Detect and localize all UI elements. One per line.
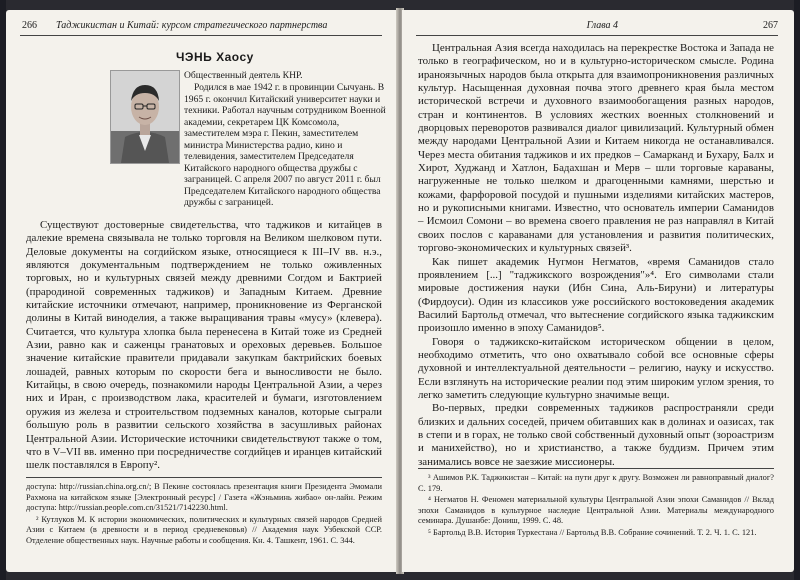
- right-body-paragraph: Центральная Азия всегда находилась на перекрестке Востока и Запада не только в географическом, но и в культурно-историческом смысле. Родина ираноязычных народов была открыта для взаимопроникновения различных культур. Насыщенная духовная почва этого древнего края была местом исторической встречи и духовного взаимообогащения разных народов, стран и континентов. В условиях жестких военных столкновений и дворцовых переворотов развивался диалог цивилизаций. Культурный обмен между народами Центральной Азии и Китаем никогда не останавливался. Через места обитания таджиков и их предков – Самарканд и Бухару, Балх и Хирот, Худжанд и Хатлон, Бадахшан и Мерв – шли торговые караваны, нагруженные не только шелком и драгоценными камнями, шерстью и кожами, фарфоровой посудой и пушными изделиями китайских мастеров, но и рукописными книгами. Известно, что основатель империи Саманидов – Исмоил Сомони – во времена своего правления не раз направлял в Китай своих послов с караванами для установления и развития политических, торгово-экономических и культурных связей³.: [418, 42, 774, 255]
- right-footnotes: [418, 473, 774, 540]
- footnote: доступа: http://russian.china.org.cn/; В Пекине состоялась презентация книги Президента Эмомали Рахмона на китайском языке [Электронный ресурс] / Газета «Жэньминь жибао» он-лайн. Режим доступа: http://russian.people.com.cn/31521/7142230.html.: [26, 482, 382, 513]
- right-body-paragraph: Как пишет академик Нугмон Негматов, «время Саманидов стало проявлением [...] "таджикского возрождения"»⁴. Его символами стали мировые достижения науки (Ибн Сина, Аль-Бируни) и литературы (Фирдоуси). Один из классиков уже российского востоковедения академик Василий Бартольд отмечал, что вытеснение согдийского языка таджикским произошло именно в эпоху Саманидов⁵.: [418, 255, 774, 335]
- left-body-paragraph: Существуют достоверные свидетельства, что таджиков и китайцев в далекие времена связывала не только торговля на Великом шелковом пути. Деловые документы на согдийском языке, относящиеся к III–IV вв. н.э., являются документальным подтверждением не только оживленных торговых, но и культурных связей между древними Согдом и Бактрией (прародиной современных таджиков) и Западным Китаем. Древние китайские источники отмечают, например, проникновение из Ферганской долины в Китай виноделия, а также выращивания травы «мусу» (клевера). Считается, что культура хлопка была перенесена в Китай тоже из Средней Азии, равно как и саженцы гранатовых и ореховых деревьев. Большое значение китайские правители придавали закупкам бактрийских боевых лошадей, равных которым по скорости бега и выносливости не было. Китайцы, в свою очередь, познакомили народы Центральной Азии, а через них и Иран, с производством лака, красителей и бумаги, изготовлением оружия из железа и строительством подземных каналов, которые сыграли большую роль в развитии сельского хозяйства в засушливых районах Центральной Азии. Исторические источники свидетельствуют также о том, что в V–VII вв. именно при посредничестве согдийцев и иранцев китайский шелк поставлялся в Европу².: [26, 219, 382, 472]
- left-header-rule: [20, 35, 382, 36]
- left-body-text: [26, 219, 382, 473]
- left-footnote-rule: [26, 477, 382, 478]
- right-page: [402, 10, 794, 572]
- right-body-text: [418, 42, 774, 469]
- left-page: [6, 10, 398, 572]
- right-running-title: Глава 4: [586, 20, 618, 31]
- footnote: ⁵ Бартольд В.В. История Туркестана // Бартольд В.В. Собрание сочинений. Т. 2. Ч. 1. С. 121.: [428, 527, 757, 537]
- bio-text-main: [184, 82, 390, 209]
- footnote: ³ Ашимов Р.К. Таджикистан – Китай: на пути друг к другу. Возможен ли равноправный диалог? С. 179.: [418, 473, 774, 493]
- bio-paragraph: Общественный деятель КНР.: [184, 70, 303, 81]
- left-footnotes: [26, 482, 382, 548]
- right-body-paragraph: Говоря о таджикско-китайском историческом общении в целом, необходимо отметить, что оно охватывало собой все основные сферы духовной и интеллектуальной деятельности – религию, науку и искусство. Если взглянуть на исторические реалии под этим широким углом зрения, то легко заметить следующие культурно значимые вещи.: [418, 335, 774, 401]
- right-page-number: 267: [763, 20, 778, 31]
- footnote: ² Кутлуков М. К истории экономических, политических и культурных связей народов Средней Азии с Китаем (в древности и в период средневековья) // Академия наук Узбекской ССР. Отделение общественных наук. Научные работы и сообщения. Кн. 4. Ташкент, 1961. С. 344.: [26, 514, 382, 545]
- bio-paragraph: Родился в мае 1942 г. в провинции Сычуань. В 1965 г. окончил Китайский университет науки и техники. Работал научным сотрудником Военной академии, секретарем ЦК Комсомола, заместителем мэра г. Пекин, заместителем министра Министерства радио, кино и телевидения, заместителем Председателя Китайского народного общества дружбы с заграницей. С апреля 2007 по август 2011 г. был Председателем Китайского народного общества дружбы с заграницей.: [184, 82, 386, 208]
- right-body-paragraph: Во-первых, предки современных таджиков распространяли среди близких и дальних соседей, причем обитавших как в долинах и оазисах, так в степи и в горах, не только свой собственный духовный опыт (зороастризм и манихейство), но и христианство, а также буддизм. Причем этим занимались вовсе не заезжие миссионеры.: [418, 402, 774, 468]
- portrait-photo: [110, 70, 180, 164]
- left-running-head: [22, 20, 382, 31]
- left-running-title: Таджикистан и Китай: курсом стратегического партнерства: [56, 20, 328, 31]
- right-header-rule: [416, 35, 778, 36]
- bio-text: [184, 70, 390, 82]
- left-page-number: 266: [22, 20, 37, 31]
- right-footnote-rule: [418, 468, 774, 469]
- footnote: ⁴ Негматов Н. Феномен материальной культуры Центральной Азии эпохи Саманидов // Вклад эпохи Саманидов в культурное наследие Центральной Азии. Материалы международного семинара. Душанбе: Дониш, 1999. С. 48.: [418, 495, 774, 526]
- book-edge-right: [794, 0, 800, 580]
- right-running-head: [462, 20, 778, 31]
- portrait-image: [111, 71, 179, 163]
- bio-name: ЧЭНЬ Хаосу: [176, 50, 254, 64]
